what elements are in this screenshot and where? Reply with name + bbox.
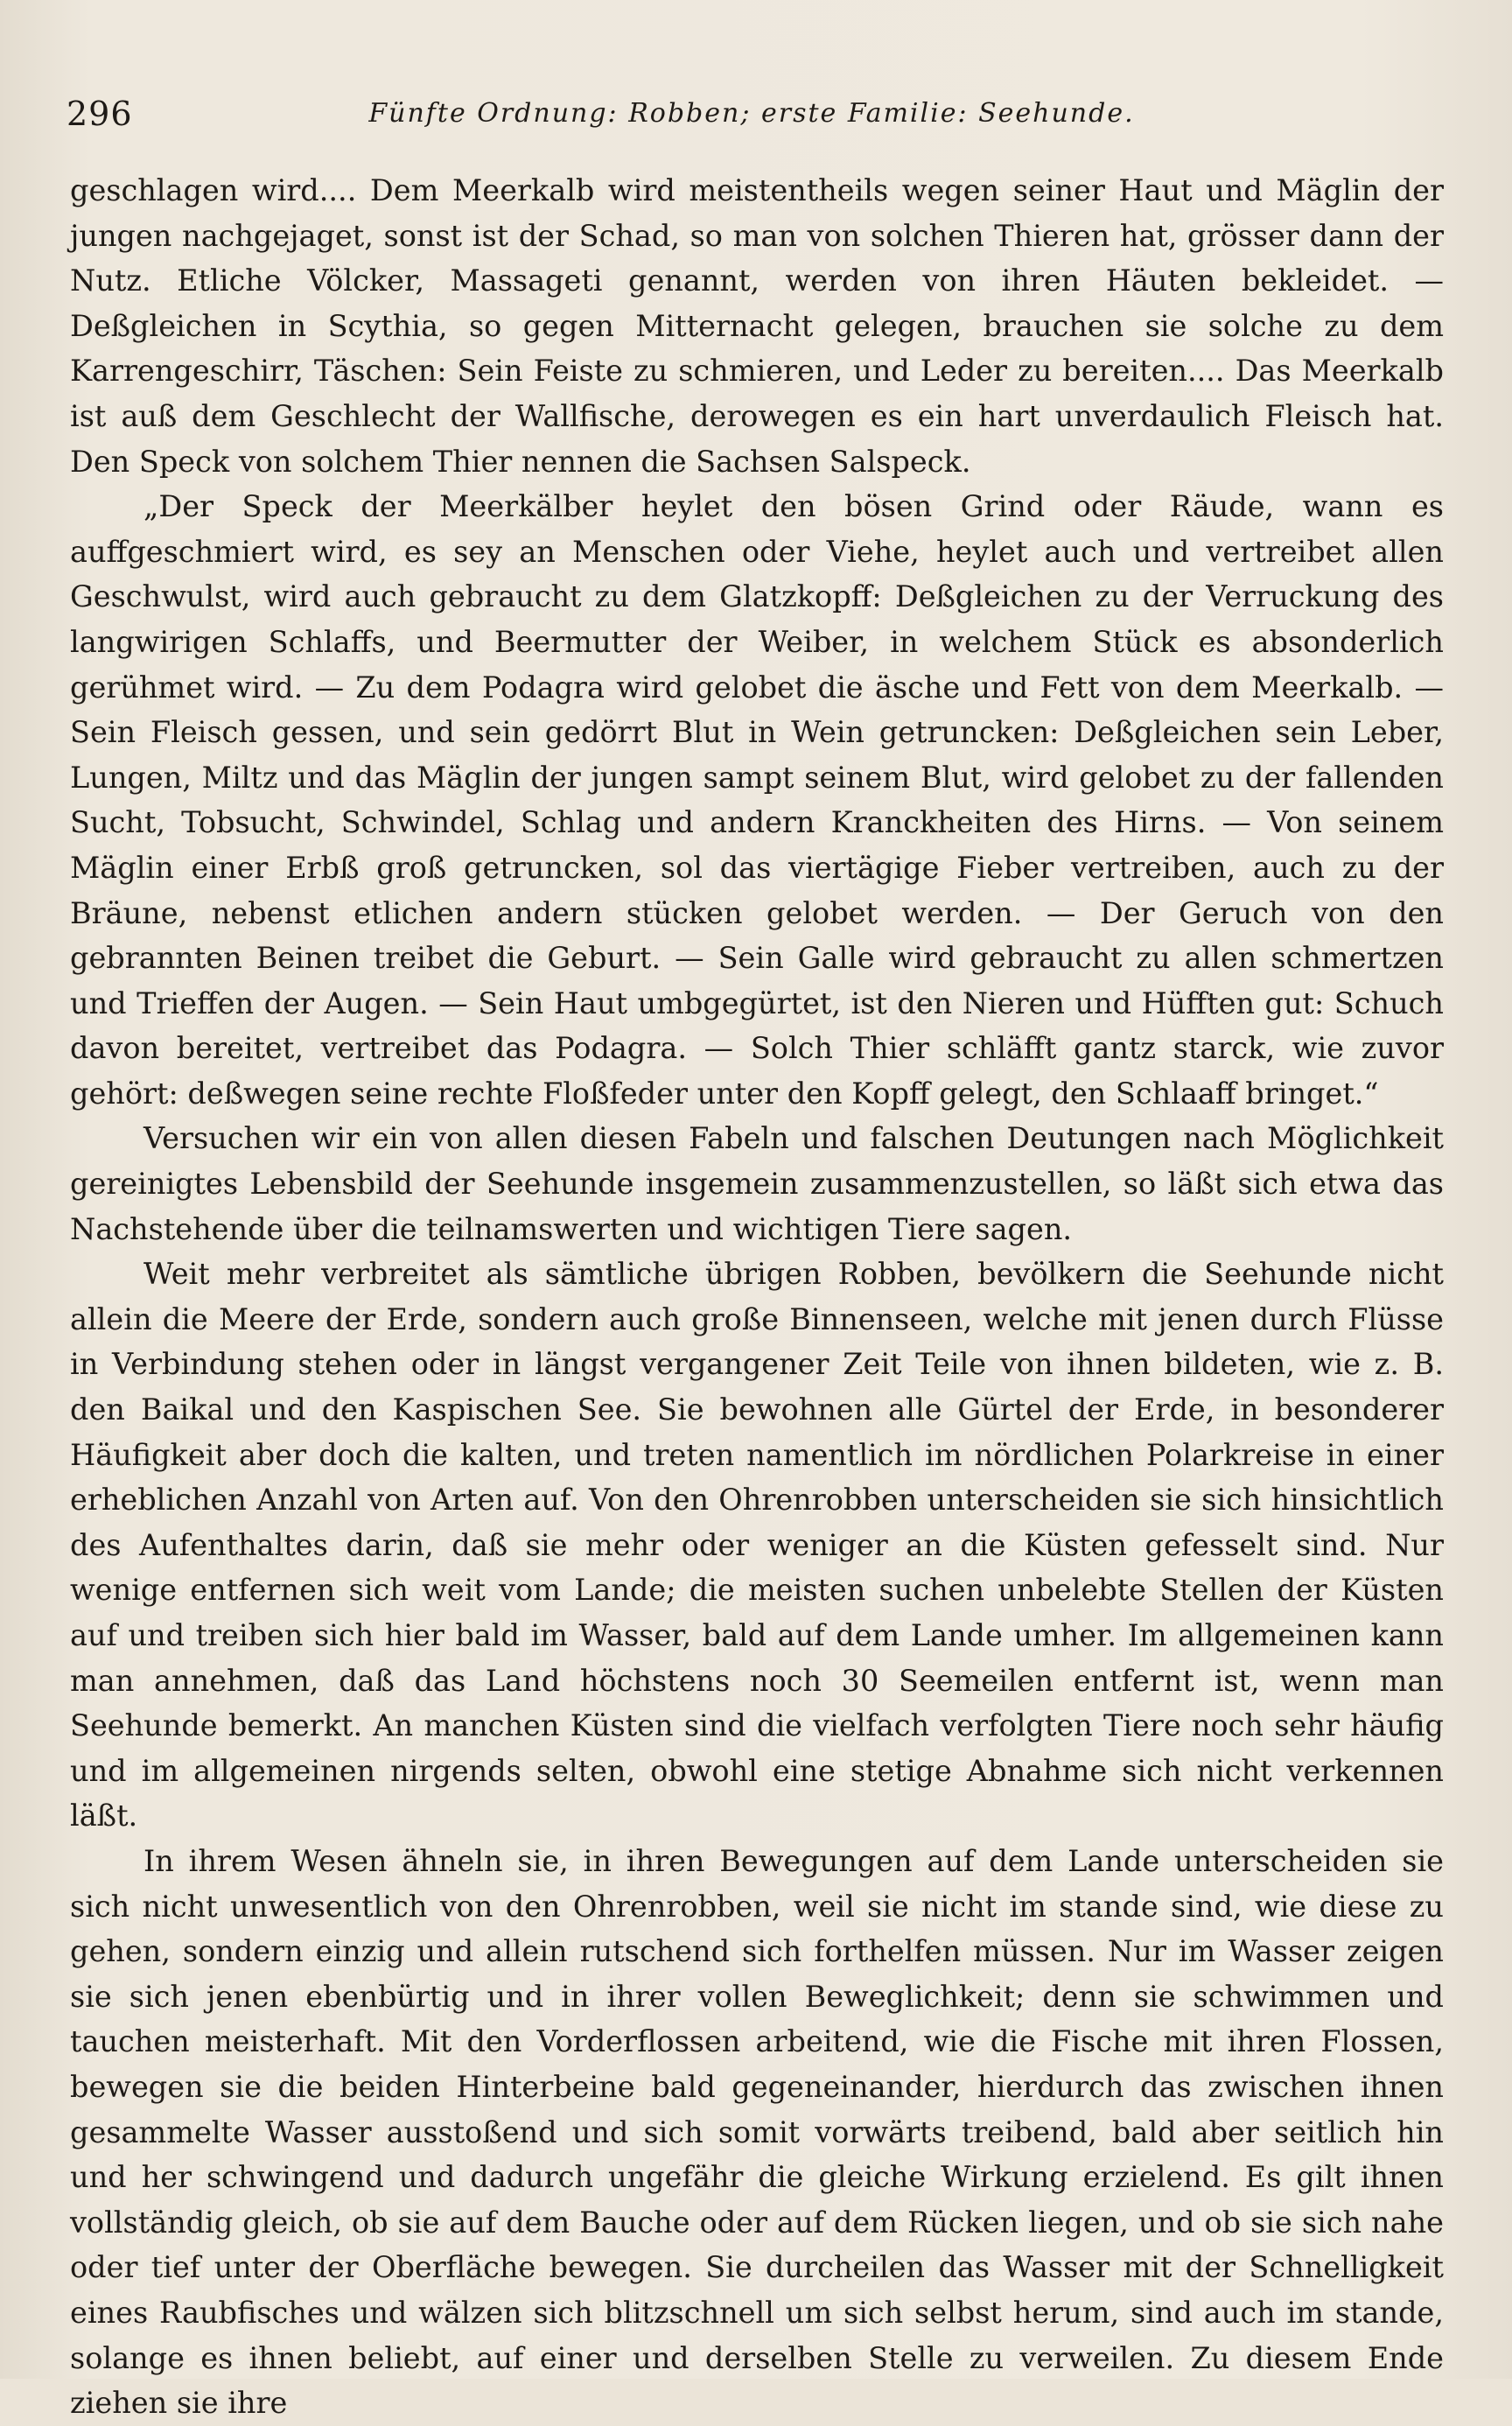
- page-header: [66, 95, 1437, 138]
- paragraph: In ihrem Wesen ähneln sie, in ihren Bewegungen auf dem Lande unterscheiden sie sich nicht unwesentlich von den Ohrenrobben, weil sie nicht im stande sind, wie diese zu gehen, sondern einzig und allein rutschend sich forthelfen müssen. Nur im Wasser zeigen sie sich jenen ebenbürtig und in ihrer vollen Beweglichkeit; denn sie schwimmen und tauchen meisterhaft. Mit den Vorderflossen arbeitend, wie die Fische mit ihren Flossen, bewegen sie die beiden Hinterbeine bald gegeneinander, hierdurch das zwischen ihnen gesammelte Wasser ausstoßend und sich somit vorwärts treibend, bald aber seitlich hin und her schwingend und dadurch ungefähr die gleiche Wirkung erzielend. Es gilt ihnen vollständig gleich, ob sie auf dem Bauche oder auf dem Rücken liegen, und ob sie sich nahe oder tief unter der Oberfläche bewegen. Sie durcheilen das Wasser mit der Schnelligkeit eines Raubfisches und wälzen sich blitzschnell um sich selbst herum, sind auch im stande, solange es ihnen beliebt, auf einer und derselben Stelle zu verweilen. Zu diesem Ende ziehen sie ihre: [70, 1843, 1444, 2421]
- running-title: Fünfte Ordnung: Robben; erste Familie: Seehunde.: [368, 98, 1135, 129]
- paragraph: „Der Speck der Meerkälber heylet den bösen Grind oder Räude, wann es auffgeschmiert wird, es sey an Menschen oder Viehe, heylet auch und vertreibet allen Geschwulst, wird auch gebraucht zu dem Glatzkopff: Deßgleichen zu der Verruckung des langwirigen Schlaffs, und Beermutter der Weiber, in welchem Stück es absonderlich gerühmet wird. — Zu dem Podagra wird gelobet die äsche und Fett von dem Meerkalb. — Sein Fleisch gessen, und sein gedörrt Blut in Wein getruncken: Deßgleichen sein Leber, Lungen, Miltz und das Mäglin der jungen sampt seinem Blut, wird gelobet zu der fallenden Sucht, Tobsucht, Schwindel, Schlag und andern Kranckheiten des Hirns. — Von seinem Mäglin einer Erbß groß getruncken, sol das viertägige Fieber vertreiben, auch zu der Bräune, nebenst etlichen andern stücken gelobet werden. — Der Geruch von den gebrannten Beinen treibet die Geburt. — Sein Galle wird gebraucht zu allen schmertzen und Trieffen der Augen. — Sein Haut umbgegürtet, ist den Nieren und Hüfften gut: Schuch davon bereitet, vertreibet das Podagra. — Solch Thier schläfft gantz starck, wie zuvor gehört: deßwegen seine rechte Floßfeder unter den Kopff gelegt, den Schlaaff bringet.“: [70, 489, 1444, 1111]
- paragraph: geschlagen wird.... Dem Meerkalb wird meistentheils wegen seiner Haut und Mäglin der jungen nachgejaget, sonst ist der Schad, so man von solchen Thieren hat, grösser dann der Nutz. Etliche Völcker, Massageti genannt, werden von ihren Häuten bekleidet. — Deßgleichen in Scythia, so gegen Mitternacht gelegen, brauchen sie solche zu dem Karrengeschirr, Täschen: Sein Feiste zu schmieren, und Leder zu bereiten.... Das Meerkalb ist auß dem Geschlecht der Wallfische, derowegen es ein hart unverdaulich Fleisch hat. Den Speck von solchem Thier nennen die Sachsen Salspeck.: [70, 173, 1444, 479]
- page-number: 296: [66, 95, 133, 133]
- paragraph: Versuchen wir ein von allen diesen Fabeln und falschen Deutungen nach Möglichkeit gereinigtes Lebensbild der Seehunde insgemein zusammenzustellen, so läßt sich etwa das Nachstehende über die teilnamswerten und wichtigen Tiere sagen.: [70, 1121, 1444, 1246]
- body-text: [70, 168, 1444, 2426]
- paragraph: Weit mehr verbreitet als sämtliche übrigen Robben, bevölkern die Seehunde nicht allein die Meere der Erde, sondern auch große Binnenseen, welche mit jenen durch Flüsse in Verbindung stehen oder in längst vergangener Zeit Teile von ihnen bildeten, wie z. B. den Baikal und den Kaspischen See. Sie bewohnen alle Gürtel der Erde, in besonderer Häufigkeit aber doch die kalten, und treten namentlich im nördlichen Polarkreise in einer erheblichen Anzahl von Arten auf. Von den Ohrenrobben unterscheiden sie sich hinsichtlich des Aufenthaltes darin, daß sie mehr oder weniger an die Küsten gefesselt sind. Nur wenige entfernen sich weit vom Lande; die meisten suchen unbelebte Stellen der Küsten auf und treiben sich hier bald im Wasser, bald auf dem Lande umher. Im allgemeinen kann man annehmen, daß das Land höchstens noch 30 Seemeilen entfernt ist, wenn man Seehunde bemerkt. An manchen Küsten sind die vielfach verfolgten Tiere noch sehr häufig und im allgemeinen nirgends selten, obwohl eine stetige Abnahme sich nicht verkennen läßt.: [70, 1257, 1444, 1834]
